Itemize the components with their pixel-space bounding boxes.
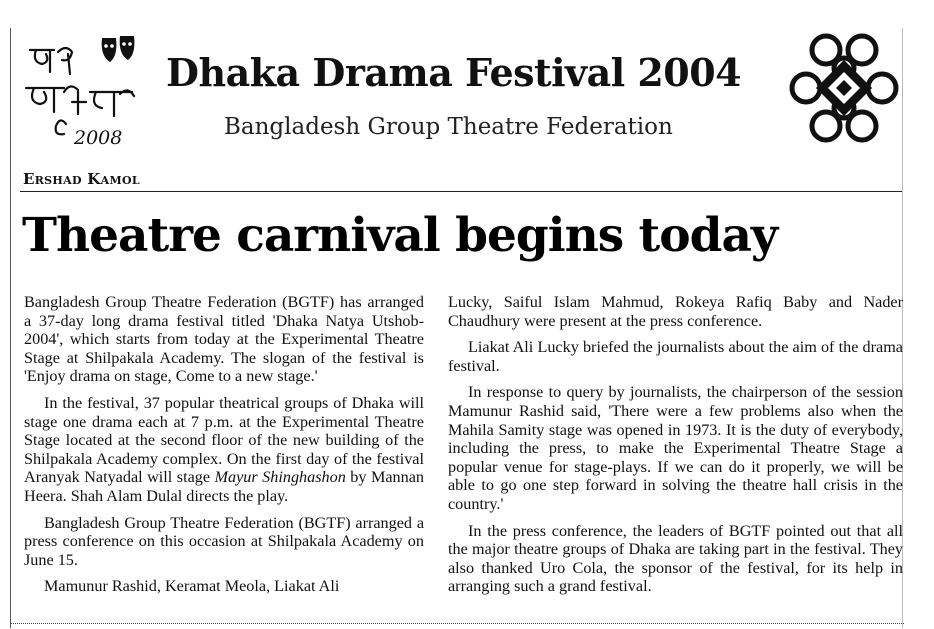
article-paragraph — [24, 394, 424, 506]
article-paragraph: Lucky, Saiful Islam Mahmud, Rokeya Rafiq Baby and Nader Chaudhury were present at the press conference. — [448, 293, 903, 330]
page-bottom-divider — [10, 623, 904, 624]
byline-divider — [20, 191, 902, 192]
article-column-right — [448, 293, 903, 604]
festival-masthead — [20, 28, 900, 158]
federation-emblem-icon — [786, 30, 902, 146]
article-paragraph: In the press conference, the leaders of BGTF pointed out that all the major theatre groups of Dhaka are taking part in the festival. They also thanked Uro Cola, the sponsor of the festival, for its help in arranging such a grand festival. — [448, 521, 903, 596]
festival-subtitle: Bangladesh Group Theatre Federation — [224, 114, 673, 140]
article-paragraph: Mamunur Rashid, Keramat Meola, Liakat Ali — [44, 577, 340, 596]
article-headline: Theatre carnival begins today — [22, 208, 778, 263]
article-column-left — [24, 293, 424, 604]
article-text: by Mannan Heera. Shah Alam Dulal directs the play. — [24, 468, 425, 505]
article-paragraph: Liakat Ali Lucky briefed the journalists about the aim of the drama festival. — [448, 338, 903, 375]
play-title: Mayur Shinghashon — [214, 468, 346, 487]
article-byline: Ershad Kamol — [23, 170, 140, 188]
article-paragraph: Bangladesh Group Theatre Federation (BGTF) arranged a press conference on this occasion at Shilpakala Academy on June 15. — [24, 513, 424, 569]
left-column-rule — [10, 28, 11, 628]
article-text: In the festival, 37 popular theatrical groups of Dhaka will stage one drama each at 7 p.m. at the Experimental Theatre Stage located at the second floor of the new building of the Shilpakala Academy complex. On the first day of the festival Aranyak Natyadal will stage — [24, 393, 424, 487]
article-paragraph: In response to query by journalists, the chairperson of the session Mamunur Rashid said, 'There were a few problems also when the Mahila Samity stage was opened in 1973. It is the duty of everybody, including the press, to make the Experimental Theatre Stage a popular venue for stage-plays. If we can do it properly, we will be able to go one step forward in solving the theatre hall crisis in the country.' — [448, 383, 903, 513]
festival-title: Dhaka Drama Festival 2004 — [166, 50, 742, 95]
logo-left-year: 2008 — [74, 127, 123, 149]
article-paragraph: Bangladesh Group Theatre Federation (BGTF) has arranged a 37-day long drama festival titled 'Dhaka Natya Utshob-2004', which starts from today at the Experimental Theatre Stage at Shilpakala Academy. The slogan of the festival is 'Enjoy drama on stage, Come to a new stage.' — [24, 293, 424, 386]
festival-logo-left — [20, 32, 150, 152]
